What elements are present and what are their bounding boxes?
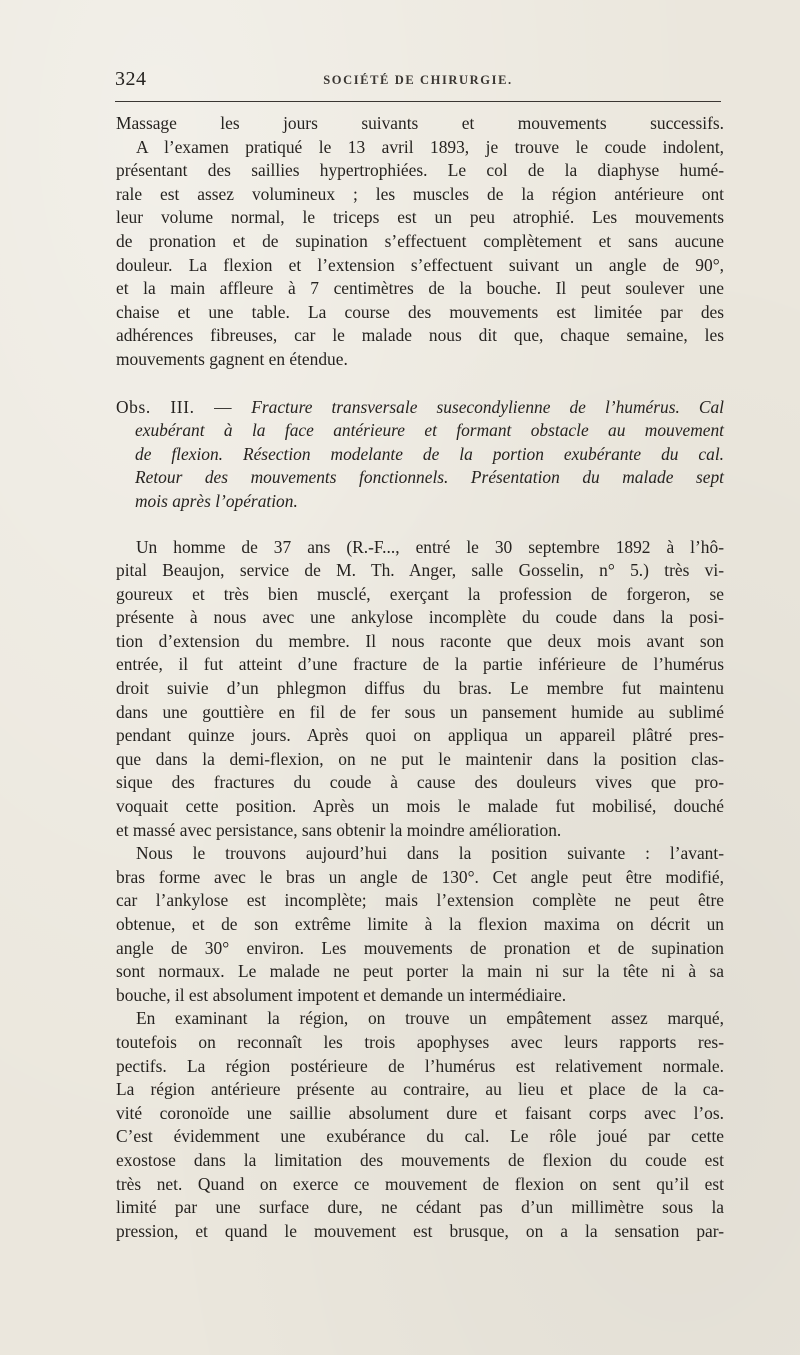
text-line: leur volume normal, le triceps est un peu atrophié. Les mouvements bbox=[116, 207, 724, 228]
text-line: vité coronoïde une saillie absolument dure et faisant corps avec l’os. bbox=[116, 1102, 724, 1123]
text-line: tion d’extension du membre. Il nous raconte que deux mois avant son bbox=[116, 630, 724, 651]
text-line: entrée, il fut atteint d’une fracture de la partie inférieure de l’humérus bbox=[116, 654, 724, 675]
text-line: A l’examen pratiqué le 13 avril 1893, je trouve le coude indolent, bbox=[136, 136, 724, 157]
paragraph-massage bbox=[116, 112, 724, 372]
text-line: pression, et quand le mouvement est brusque, on a la sensation par- bbox=[116, 1220, 724, 1241]
text-line: très net. Quand on exerce ce mouvement de flexion on sent qu’il est bbox=[116, 1173, 724, 1194]
text-line: voquait cette position. Après un mois le malade fut mobilisé, douché bbox=[116, 796, 724, 817]
text-line: de pronation et de supination s’effectuent complètement et sans aucune bbox=[116, 230, 724, 251]
text-line: présente à nous avec une ankylose incomplète du coude dans la posi- bbox=[116, 607, 724, 628]
text-line: angle de 30° environ. Les mouvements de pronation et de supination bbox=[116, 937, 724, 958]
text-line: bouche, il est absolument impotent et demande un intermédiaire. bbox=[116, 984, 567, 1005]
text-line: que dans la demi-flexion, on ne put le maintenir dans la position clas- bbox=[116, 748, 724, 769]
text-line: adhérences fibreuses, car le malade nous dit que, chaque semaine, les bbox=[116, 325, 724, 346]
text-line: présentant des saillies hypertrophiées. Le col de la diaphyse humé- bbox=[116, 160, 724, 181]
observation-label: Obs. III. — bbox=[116, 396, 233, 417]
paragraph-case-history bbox=[116, 536, 724, 843]
text-line: Un homme de 37 ans (R.-F..., entré le 30 septembre 1892 à l’hô- bbox=[136, 536, 724, 557]
page-number: 324 bbox=[115, 68, 147, 90]
running-head: SOCIÉTÉ DE CHIRURGIE. bbox=[323, 73, 513, 87]
text-line: douleur. La flexion et l’extension s’effectuent suivant un angle de 90°, bbox=[116, 254, 724, 275]
observation-title-line: exubérant à la face antérieure et formant obstacle au mouvement bbox=[135, 420, 724, 441]
text-line: obtenue, et de son extrême limite à la flexion maxima on décrit un bbox=[116, 914, 724, 934]
text-line: bras forme avec le bras un angle de 130°. Cet angle peut être modifié, bbox=[116, 866, 724, 887]
text-line: et massé avec persistance, sans obtenir la moindre amélioration. bbox=[116, 819, 562, 840]
text-line: mouvements gagnent en étendue. bbox=[116, 348, 348, 369]
text-line: pital Beaujon, service de M. Th. Anger, salle Gosselin, n° 5.) très vi- bbox=[116, 560, 724, 581]
text-line: C’est évidemment une exubérance du cal. Le rôle joué par cette bbox=[116, 1126, 724, 1147]
text-line: En examinant la région, on trouve un empâtement assez marqué, bbox=[136, 1008, 724, 1029]
text-line: exostose dans la limitation des mouvements de flexion du coude est bbox=[116, 1149, 724, 1170]
page-header bbox=[115, 68, 721, 98]
observation-heading bbox=[116, 396, 724, 514]
text-line: Nous le trouvons aujourd’hui dans la position suivante : l’avant- bbox=[136, 843, 724, 864]
paragraph-current-state bbox=[116, 842, 724, 1007]
header-rule bbox=[115, 101, 721, 102]
text-line: limité par une surface dure, ne cédant pas d’un millimètre sous la bbox=[116, 1197, 724, 1218]
text-line: sique des fractures du coude à cause des douleurs vives que pro- bbox=[116, 772, 724, 793]
text-line: pendant quinze jours. Après quoi on appliqua un appareil plâtré pres- bbox=[116, 725, 724, 746]
text-line: chaise et une table. La course des mouvements est limitée par des bbox=[116, 301, 724, 322]
text-line: droit suivie d’un phlegmon diffus du bras. Le membre fut maintenu bbox=[116, 678, 724, 699]
text-line: rale est assez volumineux ; les muscles de la région antérieure ont bbox=[116, 183, 724, 204]
observation-title-line: Retour des mouvements fonctionnels. Présentation du malade sept bbox=[135, 467, 724, 488]
text-line: car l’ankylose est incomplète; mais l’extension complète ne peut être bbox=[116, 890, 724, 911]
observation-title-line: mois après l’opération. bbox=[135, 490, 298, 511]
text-line: La région antérieure présente au contraire, au lieu et place de la ca- bbox=[116, 1079, 724, 1100]
paragraph-examination bbox=[116, 1007, 724, 1243]
text-line: Massage les jours suivants et mouvements successifs. bbox=[116, 113, 724, 133]
text-line: toutefois on reconnaît les trois apophyses avec leurs rapports res- bbox=[116, 1031, 724, 1052]
body-text bbox=[116, 112, 724, 1243]
text-line: goureux et très bien musclé, exerçant la profession de forgeron, se bbox=[116, 583, 724, 604]
text-line: sont normaux. Le malade ne peut porter la main ni sur la tête ni à sa bbox=[116, 961, 724, 982]
observation-title-line: de flexion. Résection modelante de la portion exubérante du cal. bbox=[135, 443, 724, 464]
text-line: et la main affleure à 7 centimètres de la bouche. Il peut soulever une bbox=[116, 278, 724, 299]
observation-title-line: Obs. III. — Fracture transversale susecondylienne de l’humérus. Cal bbox=[116, 396, 724, 417]
text-line: dans une gouttière en fil de fer sous un pansement humide au sublimé bbox=[116, 701, 724, 722]
text-line: pectifs. La région postérieure de l’humérus est relativement normale. bbox=[116, 1055, 724, 1076]
